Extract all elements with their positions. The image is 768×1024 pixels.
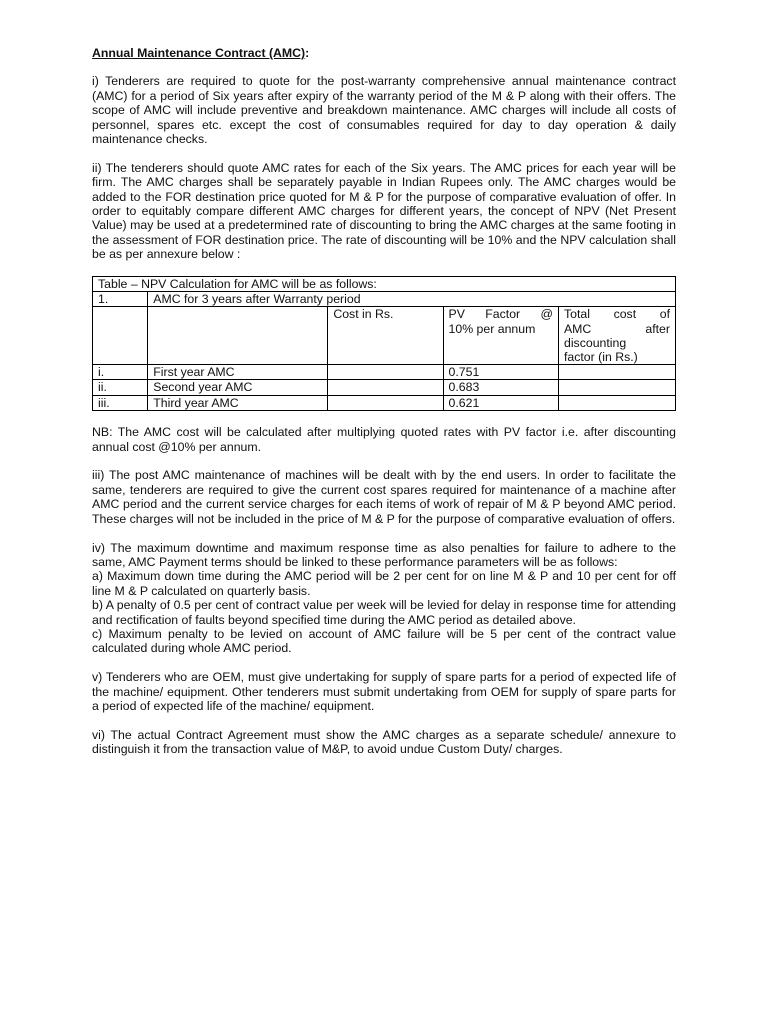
header-total-line4: factor (in Rs.) [563, 350, 638, 365]
header-pv-line1: PV Factor @ [448, 307, 553, 322]
row-number: i. [93, 365, 148, 380]
nb-note: NB: The AMC cost will be calculated after multiplying quoted rates with PV factor i.e. after discounting annual cost @10% per annum. [92, 425, 676, 454]
header-pv-factor [443, 307, 558, 365]
document-title [92, 46, 676, 60]
row-cost [328, 365, 443, 380]
header-total-line1: Total cost of [563, 307, 670, 322]
table-header-row [93, 307, 676, 365]
paragraph-iv-b: b) A penalty of 0.5 per cent of contract value per week will be levied for delay in response time for attending and rectification of faults beyond specified time during the AMC period as detailed above. [92, 598, 676, 627]
row-total [558, 395, 675, 410]
table-caption-row [93, 277, 676, 292]
paragraph-ii: ii) The tenderers should quote AMC rates for each of the Six years. The AMC prices for each year will be firm. The AMC charges shall be separately payable in Indian Rupees only. The AMC charges would be added to the FOR destination price quoted for M & P for the purpose of comparative evaluation of offer. In order to equitably compare different AMC charges for different years, the concept of NPV (Net Present Value) may be used at a predetermined rate of discounting to bring the AMC charges at the same footing in the assessment of FOR destination price. The rate of discounting will be 10% and the NPV calculation shall be as per annexure below : [92, 160, 676, 262]
row-label: Third year AMC [148, 395, 328, 410]
row-number: iii. [93, 395, 148, 410]
table-row [93, 395, 676, 410]
paragraph-vi: vi) The actual Contract Agreement must show the AMC charges as a separate schedule/ annexure to distinguish it from the transaction value of M&P, to avoid undue Custom Duty/ charges. [92, 727, 676, 757]
row-number: ii. [93, 380, 148, 395]
header-total-line3: discounting [563, 335, 627, 350]
row-pv-factor: 0.683 [443, 380, 558, 395]
table-row [93, 380, 676, 395]
paragraph-v: v) Tenderers who are OEM, must give undertaking for supply of spare parts for a period of expected life of the machine/ equipment. Other tenderers must submit undertaking from OEM for supply of spare parts for a period of expected life of the machine/ equipment. [92, 670, 676, 713]
section-number: 1. [93, 292, 148, 307]
row-total [558, 380, 675, 395]
table-row [93, 365, 676, 380]
header-blank-label [148, 307, 328, 365]
table-caption: Table – NPV Calculation for AMC will be as follows: [93, 277, 676, 292]
row-pv-factor: 0.751 [443, 365, 558, 380]
title-text: Annual Maintenance Contract (AMC) [92, 46, 306, 60]
row-cost [328, 395, 443, 410]
table-section-row [93, 292, 676, 307]
header-total [558, 307, 675, 365]
header-total-line2: AMC after [563, 321, 670, 336]
row-label: Second year AMC [148, 380, 328, 395]
row-pv-factor: 0.621 [443, 395, 558, 410]
section-label: AMC for 3 years after Warranty period [148, 292, 676, 307]
title-colon: : [305, 46, 310, 60]
row-cost [328, 380, 443, 395]
header-pv-line2: 10% per annum [448, 321, 536, 336]
header-blank-no [93, 307, 148, 365]
paragraph-iii: iii) The post AMC maintenance of machines will be dealt with by the end users. In order to facilitate the same, tenderers are required to give the current cost spares required for maintenance of a machine after AMC period and the current service charges for each items of work of repair of M & P beyond AMC period. These charges will not be included in the price of M & P for the purpose of comparative evaluation of offers. [92, 468, 676, 526]
paragraph-iv-c: c) Maximum penalty to be levied on account of AMC failure will be 5 per cent of the contract value calculated during whole AMC period. [92, 626, 676, 656]
paragraph-iv: iv) The maximum downtime and maximum response time as also penalties for failure to adhere to the same, AMC Payment terms should be linked to these performance parameters will be as follows: [92, 540, 676, 569]
paragraph-iv-block [92, 541, 676, 656]
paragraph-i: i) Tenderers are required to quote for the post-warranty comprehensive annual maintenance contract (AMC) for a period of Six years after expiry of the warranty period of the M & P along with their offers. The scope of AMC will include preventive and breakdown maintenance. AMC charges will include all costs of personnel, spares etc. except the cost of consumables required for day to day operation & daily maintenance checks. [92, 74, 676, 147]
row-total [558, 365, 675, 380]
npv-table [92, 276, 676, 411]
document-page [92, 46, 676, 771]
paragraph-iv-a: a) Maximum down time during the AMC period will be 2 per cent for on line M & P and 10 per cent for off line M & P calculated on quarterly basis. [92, 569, 676, 598]
row-label: First year AMC [148, 365, 328, 380]
header-cost: Cost in Rs. [328, 307, 443, 365]
